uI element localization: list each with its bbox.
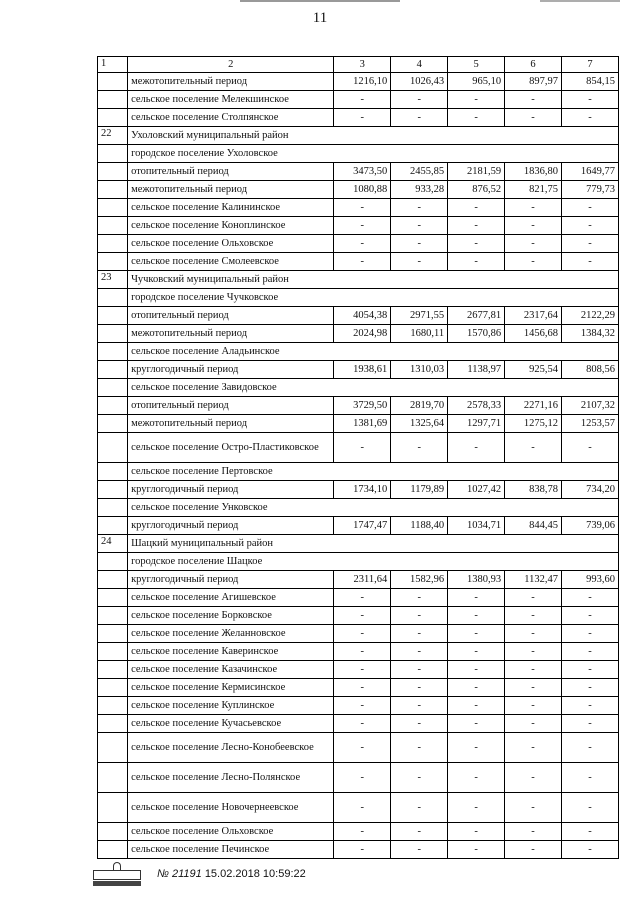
value-cell: 2455,85 (391, 163, 448, 181)
value-cell: - (448, 841, 505, 859)
row-number-cell (98, 379, 128, 397)
value-cell: - (334, 625, 391, 643)
row-number-cell (98, 235, 128, 253)
value-cell: - (391, 253, 448, 271)
value-cell: - (334, 433, 391, 463)
table-row (98, 571, 619, 589)
value-cell: 925,54 (505, 361, 562, 379)
value-cell: - (562, 679, 619, 697)
value-cell: 1734,10 (334, 481, 391, 499)
value-cell: - (505, 253, 562, 271)
row-number-cell (98, 841, 128, 859)
value-cell: - (334, 199, 391, 217)
value-cell: - (505, 733, 562, 763)
value-cell: 1384,32 (562, 325, 619, 343)
value-cell: 1132,47 (505, 571, 562, 589)
value-cell: 1253,57 (562, 415, 619, 433)
value-cell: - (562, 841, 619, 859)
row-label-cell: круглогодичный период (128, 517, 334, 535)
value-cell: - (391, 763, 448, 793)
value-cell: - (448, 433, 505, 463)
value-cell: - (562, 823, 619, 841)
row-label-cell: межотопительный период (128, 181, 334, 199)
value-cell: 844,45 (505, 517, 562, 535)
row-number-cell (98, 91, 128, 109)
value-cell: - (505, 217, 562, 235)
row-number-cell (98, 217, 128, 235)
value-cell: - (505, 607, 562, 625)
table-row (98, 307, 619, 325)
value-cell: - (562, 697, 619, 715)
row-label-cell: сельское поселение Кермисинское (128, 679, 334, 697)
table-row (98, 463, 619, 481)
value-cell: - (448, 607, 505, 625)
row-label-cell: сельское поселение Столпянское (128, 109, 334, 127)
row-label-cell: сельское поселение Агишевское (128, 589, 334, 607)
doc-stamp (157, 868, 306, 880)
value-cell: - (562, 91, 619, 109)
header-cell: 2 (128, 57, 334, 73)
value-cell: 876,52 (448, 181, 505, 199)
table-row (98, 217, 619, 235)
value-cell: - (391, 661, 448, 679)
value-cell: 2677,81 (448, 307, 505, 325)
table-row (98, 679, 619, 697)
row-label-cell: круглогодичный период (128, 571, 334, 589)
row-number-cell (98, 145, 128, 163)
value-cell: - (448, 109, 505, 127)
row-number-cell (98, 823, 128, 841)
value-cell: - (505, 793, 562, 823)
row-number-cell (98, 625, 128, 643)
value-cell: 1582,96 (391, 571, 448, 589)
header-cell: 1 (98, 57, 128, 73)
row-number-cell (98, 361, 128, 379)
row-label-cell: сельское поселение Калининское (128, 199, 334, 217)
value-cell: 2819,70 (391, 397, 448, 415)
value-cell: - (448, 199, 505, 217)
value-cell: - (562, 253, 619, 271)
settlement-name-cell: сельское поселение Аладьинское (128, 343, 619, 361)
value-cell: - (334, 109, 391, 127)
table-row (98, 625, 619, 643)
table-row (98, 325, 619, 343)
table-row (98, 181, 619, 199)
value-cell: 1216,10 (334, 73, 391, 91)
table-row (98, 361, 619, 379)
row-number-cell (98, 679, 128, 697)
page-number: 11 (312, 10, 328, 26)
value-cell: 2271,16 (505, 397, 562, 415)
row-label-cell: межотопительный период (128, 73, 334, 91)
value-cell: - (505, 91, 562, 109)
value-cell: - (562, 661, 619, 679)
row-number-cell (98, 253, 128, 271)
settlement-name-cell: сельское поселение Завидовское (128, 379, 619, 397)
value-cell: - (334, 253, 391, 271)
value-cell: - (391, 91, 448, 109)
table-row (98, 127, 619, 145)
value-cell: - (562, 643, 619, 661)
value-cell: - (391, 697, 448, 715)
row-label-cell: сельское поселение Ольховское (128, 235, 334, 253)
row-number-cell (98, 181, 128, 199)
row-label-cell: сельское поселение Желанновское (128, 625, 334, 643)
row-number-cell: 23 (98, 271, 128, 289)
value-cell: - (562, 109, 619, 127)
settlement-name-cell: городское поселение Чучковское (128, 289, 619, 307)
row-label-cell: межотопительный период (128, 415, 334, 433)
table-row (98, 481, 619, 499)
value-cell: - (448, 733, 505, 763)
value-cell: 2971,55 (391, 307, 448, 325)
table-row (98, 343, 619, 361)
value-cell: - (334, 841, 391, 859)
value-cell: - (562, 763, 619, 793)
value-cell: - (334, 607, 391, 625)
value-cell: 1747,47 (334, 517, 391, 535)
value-cell: - (448, 823, 505, 841)
value-cell: 1680,11 (391, 325, 448, 343)
value-cell: - (562, 607, 619, 625)
value-cell: 1275,12 (505, 415, 562, 433)
district-name-cell: Чучковский муниципальный район (128, 271, 619, 289)
table-row (98, 379, 619, 397)
scan-artifact (240, 0, 400, 2)
value-cell: - (391, 235, 448, 253)
value-cell: - (448, 91, 505, 109)
value-cell: - (562, 793, 619, 823)
value-cell: 1179,89 (391, 481, 448, 499)
row-label-cell: сельское поселение Каверинское (128, 643, 334, 661)
value-cell: - (562, 715, 619, 733)
value-cell: - (334, 643, 391, 661)
row-number-cell (98, 433, 128, 463)
row-label-cell: сельское поселение Лесно-Конобеевское (128, 733, 334, 763)
row-number-cell (98, 499, 128, 517)
value-cell: - (391, 823, 448, 841)
value-cell: 2317,64 (505, 307, 562, 325)
header-cell: 5 (448, 57, 505, 73)
table-row (98, 553, 619, 571)
value-cell: - (505, 841, 562, 859)
row-label-cell: круглогодичный период (128, 361, 334, 379)
value-cell: - (391, 841, 448, 859)
value-cell: 1188,40 (391, 517, 448, 535)
table-row (98, 763, 619, 793)
value-cell: - (448, 715, 505, 733)
row-label-cell: сельское поселение Куплинское (128, 697, 334, 715)
value-cell: - (448, 697, 505, 715)
table-row (98, 643, 619, 661)
table-row (98, 73, 619, 91)
value-cell: - (505, 679, 562, 697)
value-cell: 1325,64 (391, 415, 448, 433)
value-cell: - (448, 217, 505, 235)
value-cell: 2024,98 (334, 325, 391, 343)
value-cell: - (334, 679, 391, 697)
scan-artifact (540, 0, 620, 2)
value-cell: - (448, 253, 505, 271)
settlement-name-cell: сельское поселение Унковское (128, 499, 619, 517)
row-label-cell: сельское поселение Смолеевское (128, 253, 334, 271)
value-cell: 1649,77 (562, 163, 619, 181)
value-cell: 808,56 (562, 361, 619, 379)
row-number-cell (98, 163, 128, 181)
row-label-cell: сельское поселение Кучасьевское (128, 715, 334, 733)
value-cell: - (391, 643, 448, 661)
value-cell: - (505, 625, 562, 643)
value-cell: - (391, 733, 448, 763)
value-cell: - (505, 823, 562, 841)
row-number-cell (98, 697, 128, 715)
value-cell: - (448, 589, 505, 607)
row-number-cell (98, 553, 128, 571)
value-cell: - (448, 661, 505, 679)
table-row (98, 733, 619, 763)
value-cell: 2181,59 (448, 163, 505, 181)
table-row (98, 841, 619, 859)
value-cell: 838,78 (505, 481, 562, 499)
row-number-cell (98, 325, 128, 343)
value-cell: - (562, 589, 619, 607)
value-cell: 933,28 (391, 181, 448, 199)
value-cell: 1027,42 (448, 481, 505, 499)
value-cell: 993,60 (562, 571, 619, 589)
value-cell: - (505, 589, 562, 607)
value-cell: - (505, 199, 562, 217)
value-cell: 734,20 (562, 481, 619, 499)
row-number-cell (98, 481, 128, 499)
value-cell: 1034,71 (448, 517, 505, 535)
value-cell: 2122,29 (562, 307, 619, 325)
value-cell: - (391, 715, 448, 733)
row-number-cell (98, 463, 128, 481)
table-row (98, 289, 619, 307)
row-number-cell (98, 415, 128, 433)
row-label-cell: сельское поселение Борковское (128, 607, 334, 625)
value-cell: - (391, 433, 448, 463)
footer (93, 862, 306, 886)
value-cell: 4054,38 (334, 307, 391, 325)
table-row (98, 271, 619, 289)
value-cell: 1570,86 (448, 325, 505, 343)
row-label-cell: сельское поселение Мелекшинское (128, 91, 334, 109)
row-number-cell (98, 793, 128, 823)
value-cell: - (391, 217, 448, 235)
value-cell: 1380,93 (448, 571, 505, 589)
value-cell: - (448, 235, 505, 253)
value-cell: 3473,50 (334, 163, 391, 181)
row-number-cell: 24 (98, 535, 128, 553)
value-cell: 1026,43 (391, 73, 448, 91)
row-label-cell: сельское поселение Новочернеевское (128, 793, 334, 823)
value-cell: - (334, 793, 391, 823)
value-cell: - (505, 763, 562, 793)
value-cell: - (334, 91, 391, 109)
row-number-cell (98, 307, 128, 325)
table-row (98, 397, 619, 415)
row-number-cell: 22 (98, 127, 128, 145)
row-label-cell: сельское поселение Коноплинское (128, 217, 334, 235)
table-row (98, 823, 619, 841)
table-row (98, 199, 619, 217)
table-row (98, 793, 619, 823)
value-cell: 965,10 (448, 73, 505, 91)
row-number-cell (98, 661, 128, 679)
row-number-cell (98, 73, 128, 91)
value-cell: - (334, 235, 391, 253)
value-cell: 2311,64 (334, 571, 391, 589)
row-number-cell (98, 643, 128, 661)
value-cell: 1938,61 (334, 361, 391, 379)
value-cell: 821,75 (505, 181, 562, 199)
value-cell: - (334, 823, 391, 841)
value-cell: 1836,80 (505, 163, 562, 181)
table-row (98, 415, 619, 433)
value-cell: - (505, 643, 562, 661)
header-cell: 4 (391, 57, 448, 73)
value-cell: - (448, 643, 505, 661)
header-cell: 6 (505, 57, 562, 73)
value-cell: - (505, 697, 562, 715)
value-cell: 3729,50 (334, 397, 391, 415)
row-number-cell (98, 343, 128, 361)
value-cell: - (448, 679, 505, 697)
value-cell: 779,73 (562, 181, 619, 199)
value-cell: 1138,97 (448, 361, 505, 379)
row-number-cell (98, 517, 128, 535)
settlement-name-cell: городское поселение Ухоловское (128, 145, 619, 163)
value-cell: - (391, 109, 448, 127)
value-cell: - (448, 763, 505, 793)
value-cell: 2578,33 (448, 397, 505, 415)
value-cell: - (448, 625, 505, 643)
table-row (98, 433, 619, 463)
value-cell: 1381,69 (334, 415, 391, 433)
value-cell: - (448, 793, 505, 823)
row-label-cell: сельское поселение Казачинское (128, 661, 334, 679)
table-row (98, 535, 619, 553)
row-label-cell: межотопительный период (128, 325, 334, 343)
table-row (98, 109, 619, 127)
value-cell: - (562, 433, 619, 463)
table-row (98, 91, 619, 109)
value-cell: - (334, 589, 391, 607)
value-cell: - (334, 763, 391, 793)
value-cell: - (505, 433, 562, 463)
table-row (98, 715, 619, 733)
row-number-cell (98, 397, 128, 415)
value-cell: - (562, 199, 619, 217)
value-cell: 1456,68 (505, 325, 562, 343)
table-row (98, 235, 619, 253)
table-header-row (98, 57, 619, 73)
row-label-cell: сельское поселение Ольховское (128, 823, 334, 841)
row-number-cell (98, 763, 128, 793)
value-cell: - (391, 607, 448, 625)
value-cell: 1297,71 (448, 415, 505, 433)
doc-number: № 21191 (157, 868, 202, 880)
row-number-cell (98, 733, 128, 763)
table-row (98, 517, 619, 535)
value-cell: - (391, 625, 448, 643)
value-cell: - (334, 715, 391, 733)
value-cell: 897,97 (505, 73, 562, 91)
value-cell: 739,06 (562, 517, 619, 535)
row-label-cell: отопительный период (128, 307, 334, 325)
row-label-cell: отопительный период (128, 397, 334, 415)
row-label-cell: сельское поселение Печинское (128, 841, 334, 859)
table-row (98, 589, 619, 607)
settlement-name-cell: городское поселение Шацкое (128, 553, 619, 571)
tariff-table (97, 56, 619, 859)
value-cell: - (562, 217, 619, 235)
value-cell: 2107,32 (562, 397, 619, 415)
value-cell: - (505, 661, 562, 679)
registry-logo (93, 862, 141, 886)
table-row (98, 163, 619, 181)
row-number-cell (98, 199, 128, 217)
value-cell: - (334, 661, 391, 679)
value-cell: - (505, 109, 562, 127)
value-cell: - (391, 679, 448, 697)
row-label-cell: сельское поселение Остро-Пластиковское (128, 433, 334, 463)
doc-timestamp: 15.02.2018 10:59:22 (204, 868, 306, 880)
district-name-cell: Ухоловский муниципальный район (128, 127, 619, 145)
value-cell: 1310,03 (391, 361, 448, 379)
row-label-cell: отопительный период (128, 163, 334, 181)
value-cell: - (391, 793, 448, 823)
table-body (98, 57, 619, 859)
row-label-cell: круглогодичный период (128, 481, 334, 499)
value-cell: - (391, 199, 448, 217)
row-number-cell (98, 289, 128, 307)
value-cell: 1080,88 (334, 181, 391, 199)
value-cell: 854,15 (562, 73, 619, 91)
value-cell: - (391, 589, 448, 607)
settlement-name-cell: сельское поселение Пертовское (128, 463, 619, 481)
table-row (98, 661, 619, 679)
row-number-cell (98, 589, 128, 607)
value-cell: - (562, 235, 619, 253)
value-cell: - (334, 733, 391, 763)
header-cell: 7 (562, 57, 619, 73)
row-number-cell (98, 109, 128, 127)
value-cell: - (334, 217, 391, 235)
header-cell: 3 (334, 57, 391, 73)
row-number-cell (98, 607, 128, 625)
row-label-cell: сельское поселение Лесно-Полянское (128, 763, 334, 793)
table-row (98, 607, 619, 625)
table-row (98, 697, 619, 715)
district-name-cell: Шацкий муниципальный район (128, 535, 619, 553)
value-cell: - (334, 697, 391, 715)
table-row (98, 145, 619, 163)
row-number-cell (98, 571, 128, 589)
value-cell: - (562, 625, 619, 643)
value-cell: - (505, 235, 562, 253)
table-row (98, 253, 619, 271)
value-cell: - (505, 715, 562, 733)
value-cell: - (562, 733, 619, 763)
row-number-cell (98, 715, 128, 733)
table-row (98, 499, 619, 517)
